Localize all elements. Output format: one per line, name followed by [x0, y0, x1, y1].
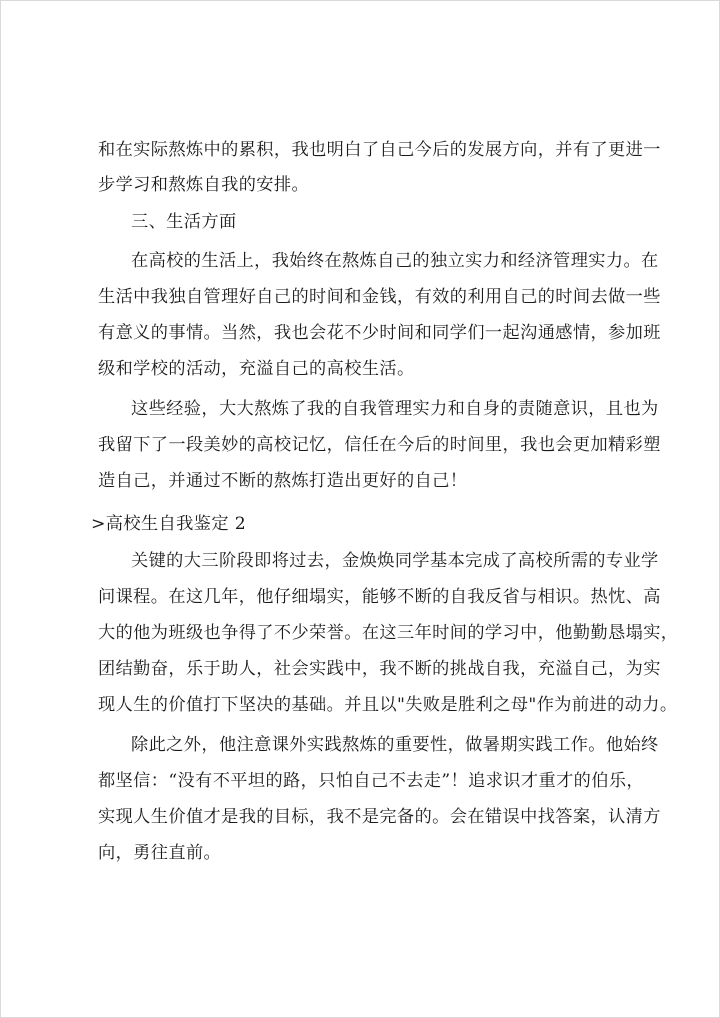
paragraph-line: 现人生的价值打下坚决的基础。并且以"失败是胜利之母"作为前进的动力。	[98, 695, 678, 715]
paragraph-line: 都坚信：“没有不平坦的路，只怕自己不去走”！追求识才重才的伯乐，	[98, 771, 645, 791]
paragraph-line: 级和学校的活动，充溢自己的高校生活。	[98, 359, 415, 379]
paragraph-line: 向，勇往直前。	[98, 843, 222, 863]
paragraph-line: 生活中我独自管理好自己的时间和金钱，有效的利用自己的时间去做一些	[98, 287, 661, 307]
paragraph-line: 这些经验，大大熬炼了我的自我管理实力和自身的责随意识，且也为	[131, 399, 659, 419]
section-heading: 三、生活方面	[131, 212, 237, 232]
paragraph-line: 和在实际熬炼中的累积，我也明白了自己今后的发展方向，并有了更进一	[98, 140, 661, 160]
paragraph-line: 团结勤奋，乐于助人，社会实践中，我不断的挑战自我，充溢自己，为实	[98, 659, 661, 679]
paragraph-line: 问课程。在这几年，他仔细塌实，能够不断的自我反省与相识。热忱、高	[98, 587, 661, 607]
paragraph-line: 实现人生价值才是我的目标，我不是完备的。会在错误中找答案，认清方	[98, 807, 661, 827]
paragraph-line: 步学习和熬炼自我的安排。	[98, 175, 310, 195]
paragraph-line: 有意义的事情。当然，我也会花不少时间和同学们一起沟通感情，参加班	[98, 323, 661, 343]
paragraph-line: 大的他为班级也争得了不少荣誉。在这三年时间的学习中，他勤勤恳塌实，	[98, 623, 679, 643]
paragraph-line: 关键的大三阶段即将过去，金焕焕同学基本完成了高校所需的专业学	[131, 551, 659, 571]
section-heading: >高校生自我鉴定 2	[91, 514, 247, 534]
paragraph-line: 造自己，并通过不断的熬炼打造出更好的自己！	[98, 471, 468, 491]
paragraph-line: 在高校的生活上，我始终在熬炼自己的独立实力和经济管理实力。在	[131, 251, 659, 271]
paragraph-line: 我留下了一段美妙的高校记忆，信任在今后的时间里，我也会更加精彩塑	[98, 435, 661, 455]
paragraph-line: 除此之外，他注意课外实践熬炼的重要性，做暑期实践工作。他始终	[131, 735, 659, 755]
